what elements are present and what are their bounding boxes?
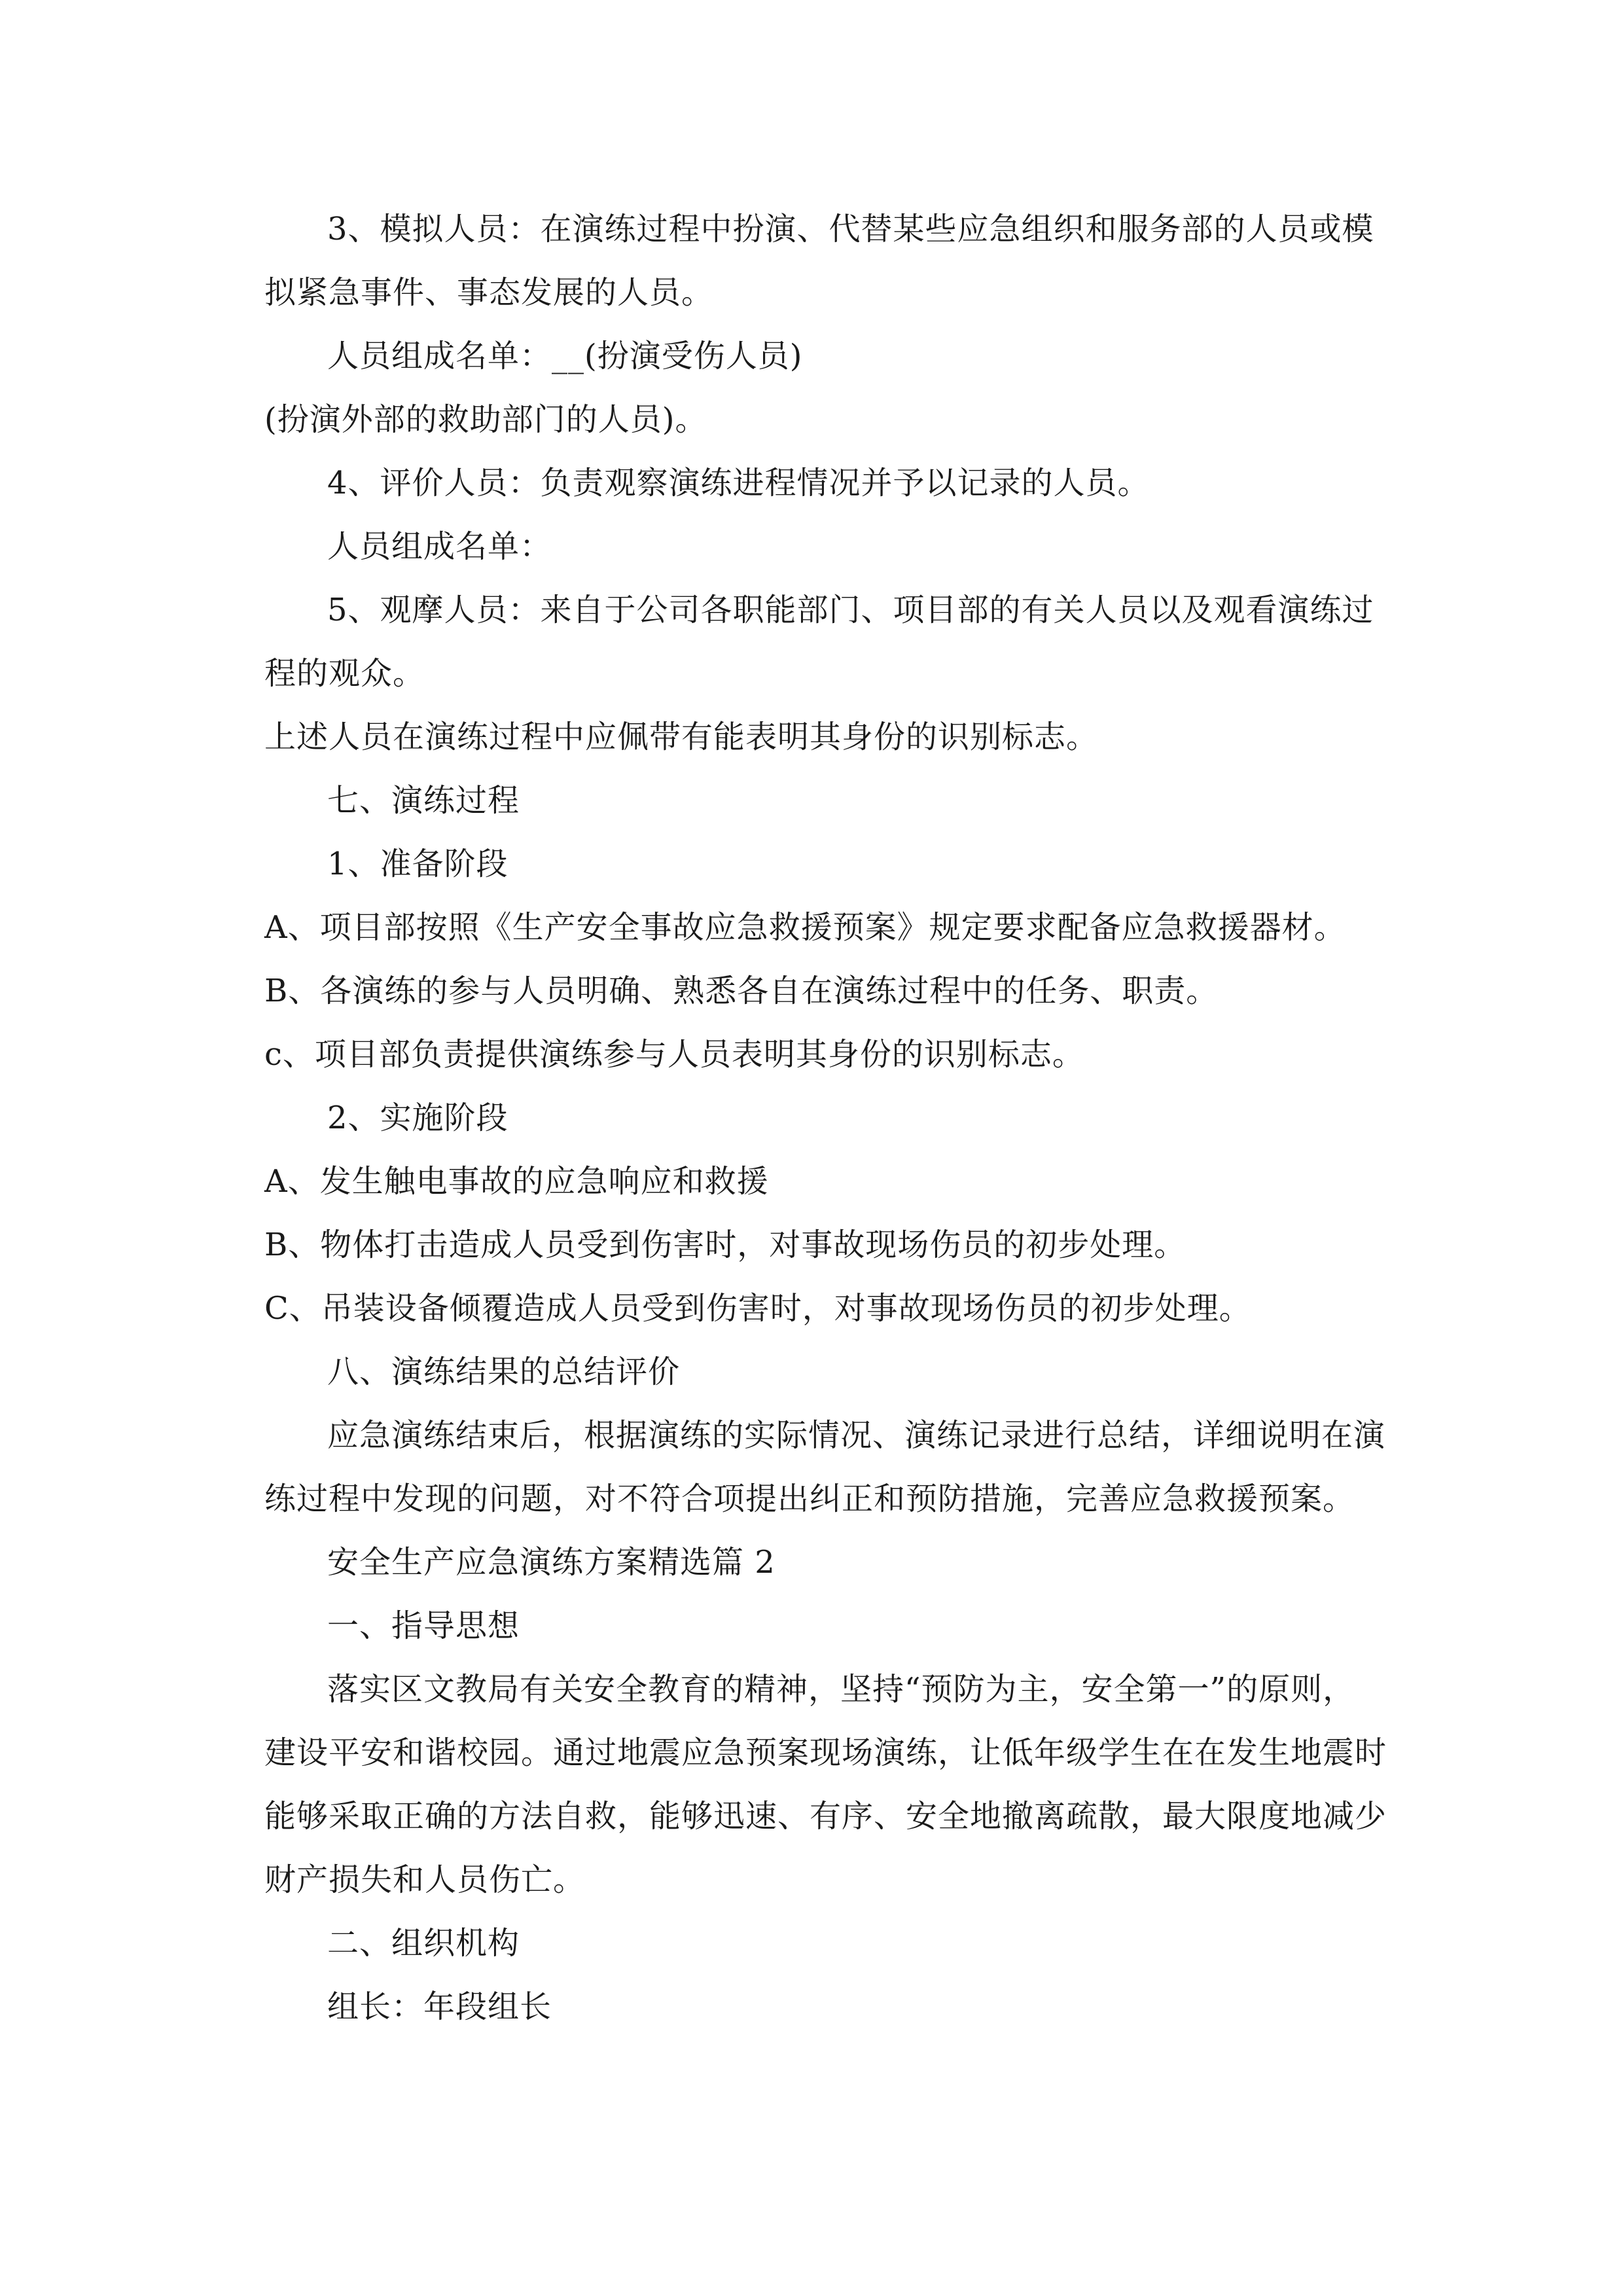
text-line: 练过程中发现的问题，对不符合项提出纠正和预防措施，完善应急救援预案。: [264, 1480, 1355, 1517]
document-title: 安全生产应急演练方案精选篇 2: [327, 1544, 776, 1581]
text-line: c、项目部负责提供演练参与人员表明其身份的识别标志。: [264, 1036, 1084, 1073]
subsection-heading: 2、实施阶段: [327, 1100, 508, 1136]
section-heading: 七、演练过程: [327, 782, 520, 819]
text-line: 落实区文教局有关安全教育的精神，坚持“预防为主，安全第一”的原则，: [327, 1671, 1355, 1708]
text-line: A、项目部按照《生产安全事故应急救援预案》规定要求配备应急救援器材。: [264, 909, 1346, 946]
text-line: 5、观摩人员：来自于公司各职能部门、项目部的有关人员以及观看演练过: [327, 592, 1374, 628]
section-heading: 二、组织机构: [327, 1925, 520, 1962]
text-line: 3、模拟人员：在演练过程中扮演、代替某些应急组织和服务部的人员或模: [327, 211, 1374, 247]
text-line: B、物体打击造成人员受到伤害时，对事故现场伤员的初步处理。: [264, 1227, 1186, 1263]
text-line: 建设平安和谐校园。通过地震应急预案现场演练，让低年级学生在在发生地震时: [264, 1734, 1387, 1771]
text-line: 拟紧急事件、事态发展的人员。: [264, 274, 714, 311]
text-line: 能够采取正确的方法自救，能够迅速、有序、安全地撤离疏散，最大限度地减少: [264, 1798, 1387, 1835]
text-line: B、各演练的参与人员明确、熟悉各自在演练过程中的任务、职责。: [264, 973, 1219, 1009]
text-line: 上述人员在演练过程中应佩带有能表明其身份的识别标志。: [264, 719, 1099, 755]
text-line: (扮演外部的救助部门的人员)。: [264, 401, 707, 438]
text-line: 组长：年段组长: [327, 1988, 552, 2025]
text-line: 程的观众。: [264, 655, 425, 692]
section-heading: 八、演练结果的总结评价: [327, 1354, 681, 1390]
subsection-heading: 1、准备阶段: [327, 846, 508, 882]
text-line: 应急演练结束后，根据演练的实际情况、演练记录进行总结，详细说明在演: [327, 1417, 1386, 1454]
text-line: 人员组成名单：: [327, 528, 552, 565]
text-line: A、发生触电事故的应急响应和救援: [264, 1163, 769, 1200]
text-line: C、吊装设备倾覆造成人员受到伤害时，对事故现场伤员的初步处理。: [264, 1290, 1251, 1327]
text-line: 4、评价人员：负责观察演练进程情况并予以记录的人员。: [327, 465, 1150, 501]
text-line: 财产损失和人员伤亡。: [264, 1861, 586, 1898]
section-heading: 一、指导思想: [327, 1607, 520, 1644]
text-line: 人员组成名单：__(扮演受伤人员): [327, 338, 803, 374]
